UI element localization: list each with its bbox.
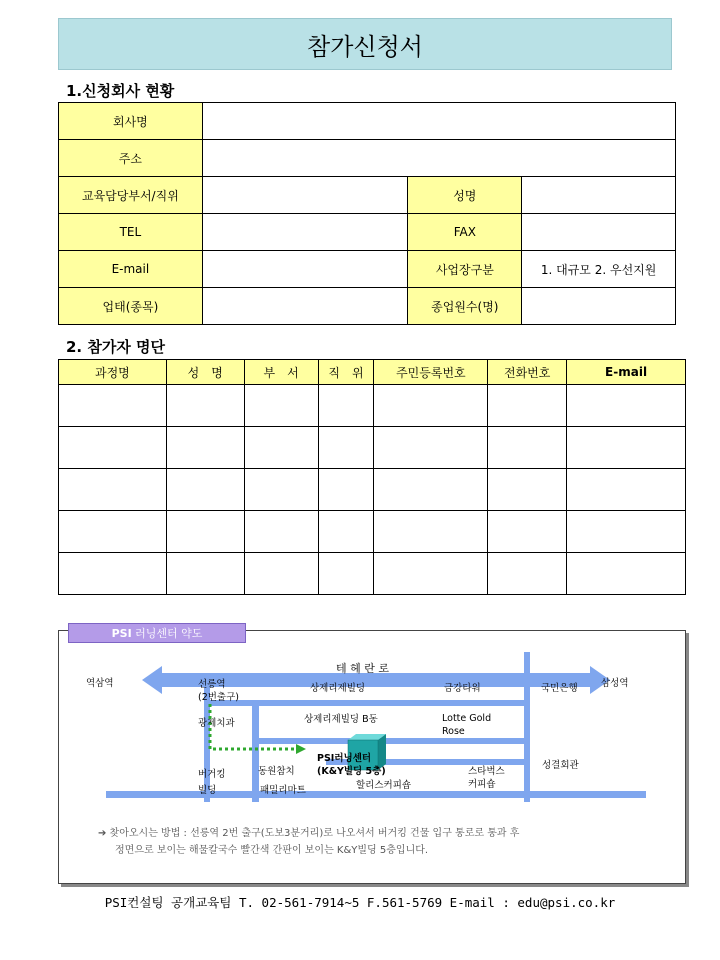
place-seonggyeol: 성결회관 xyxy=(542,760,579,771)
tel-field[interactable] xyxy=(202,214,408,251)
station-right: 삼성역 xyxy=(601,678,629,689)
col-email: E-mail xyxy=(567,360,686,385)
address-field[interactable] xyxy=(202,140,675,177)
industry-label: 업태(종목) xyxy=(59,288,203,325)
place-dental: 광제치과 xyxy=(198,718,235,729)
place-starbucks-2: 커피숍 xyxy=(468,779,496,790)
place-lotte-2: Rose xyxy=(442,726,465,737)
location-map xyxy=(58,630,684,882)
participant-table xyxy=(58,359,686,595)
page-title: 참가신청서 xyxy=(58,18,672,70)
fax-label: FAX xyxy=(408,214,522,251)
fax-field[interactable] xyxy=(522,214,676,251)
place-sangje-b: 상제리제빌딩 B동 xyxy=(304,714,378,725)
path-arrowhead xyxy=(296,744,306,754)
employees-label: 종업원수(명) xyxy=(408,288,522,325)
place-exit: (2번출구) xyxy=(198,692,239,703)
section1-heading: 1.신청회사 현황 xyxy=(66,82,175,100)
col-name: 성 명 xyxy=(166,360,244,385)
table-row xyxy=(59,511,686,553)
table-row xyxy=(59,385,686,427)
place-hollys: 할리스커피숍 xyxy=(356,780,412,791)
place-psi-2: (K&Y빌딩 5층) xyxy=(317,766,386,777)
section2-heading: 2. 참가자 명단 xyxy=(66,338,166,356)
name-field[interactable] xyxy=(522,177,676,214)
station-left: 역삼역 xyxy=(86,678,114,689)
place-starbucks-1: 스타벅스 xyxy=(468,766,505,777)
place-lotte-1: Lotte Gold xyxy=(442,713,492,724)
place-burger-1: 버거킹 xyxy=(198,769,226,780)
email-label: E-mail xyxy=(59,251,203,288)
table-row xyxy=(59,427,686,469)
place-family: 패밀리마트 xyxy=(260,785,306,796)
road-name: 테 헤 란 로 xyxy=(336,662,389,675)
map-tag-brand: PSI xyxy=(111,626,132,640)
table-row xyxy=(59,553,686,595)
col-resident-number: 주민등록번호 xyxy=(374,360,488,385)
address-label: 주소 xyxy=(59,140,203,177)
directions-line-1: ➔ 찾아오시는 방법 : 선릉역 2번 출구(도보3분거리)로 나오셔서 버거킹 건물 입구 통로로 통과 후 xyxy=(98,828,520,839)
company-name-label: 회사명 xyxy=(59,103,203,140)
business-type-value: 1. 대규모 2. 우선지원 xyxy=(522,251,676,288)
company-info-table xyxy=(58,102,676,325)
table-row xyxy=(59,469,686,511)
industry-field[interactable] xyxy=(202,288,408,325)
directions-line-2: 정면으로 보이는 해물칼국수 빨간색 간판이 보이는 K&Y빌딩 5층입니다. xyxy=(115,845,429,856)
dept-position-field[interactable] xyxy=(202,177,408,214)
business-type-label: 사업장구분 xyxy=(408,251,522,288)
dept-position-label: 교육담당부서/직위 xyxy=(59,177,203,214)
place-geumgang: 금강타워 xyxy=(444,683,481,694)
col-dept: 부 서 xyxy=(244,360,318,385)
map-tag-text: 러닝센터 약도 xyxy=(135,627,203,640)
col-phone: 전화번호 xyxy=(488,360,567,385)
map-title-tag xyxy=(68,623,246,643)
name-label: 성명 xyxy=(408,177,522,214)
col-course: 과정명 xyxy=(59,360,167,385)
place-burger-2: 빌딩 xyxy=(198,785,217,796)
footer-contact: PSI컨설팅 공개교육팀 T. 02-561-7914~5 F.561-5769 E-mail : edu@psi.co.kr xyxy=(104,895,616,910)
place-dongwon: 동원참치 xyxy=(258,766,295,777)
place-sangje1: 상제리제빌딩 xyxy=(310,683,366,694)
col-position: 직 위 xyxy=(318,360,374,385)
tel-label: TEL xyxy=(59,214,203,251)
employees-field[interactable] xyxy=(522,288,676,325)
place-seolleung: 선릉역 xyxy=(198,679,226,690)
place-kookmin: 국민은행 xyxy=(541,683,578,694)
place-psi-1: PSI러닝센터 xyxy=(317,753,372,764)
email-field[interactable] xyxy=(202,251,408,288)
building-icon xyxy=(348,734,386,770)
company-name-field[interactable] xyxy=(202,103,675,140)
